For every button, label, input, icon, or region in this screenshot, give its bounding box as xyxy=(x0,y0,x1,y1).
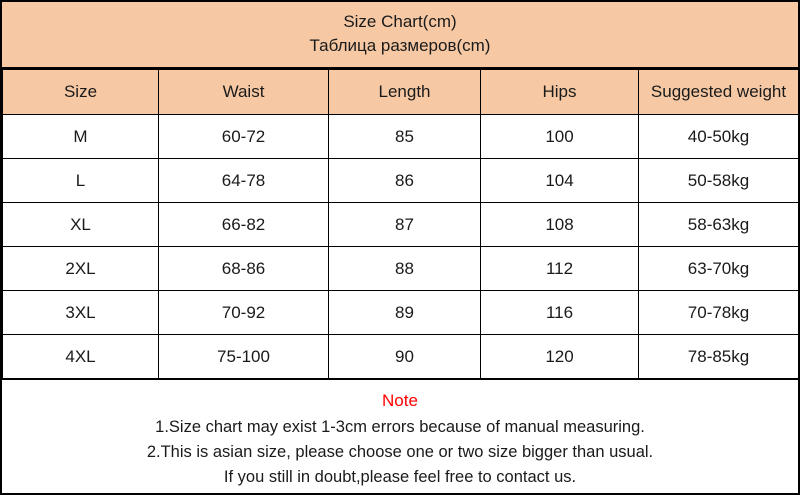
cell-suggested-weight: 58-63kg xyxy=(639,203,799,247)
cell-length: 86 xyxy=(329,159,481,203)
cell-length: 90 xyxy=(329,335,481,379)
cell-size: 2XL xyxy=(3,247,159,291)
table-header-row xyxy=(3,70,799,115)
cell-length: 89 xyxy=(329,291,481,335)
cell-hips: 108 xyxy=(481,203,639,247)
cell-hips: 120 xyxy=(481,335,639,379)
column-header-suggested-weight: Suggested weight xyxy=(639,70,799,115)
cell-hips: 104 xyxy=(481,159,639,203)
column-header-waist: Waist xyxy=(159,70,329,115)
cell-length: 87 xyxy=(329,203,481,247)
cell-waist: 70-92 xyxy=(159,291,329,335)
size-chart-table xyxy=(2,69,799,379)
cell-waist: 64-78 xyxy=(159,159,329,203)
column-header-hips: Hips xyxy=(481,70,639,115)
cell-hips: 112 xyxy=(481,247,639,291)
cell-size: M xyxy=(3,115,159,159)
cell-suggested-weight: 50-58kg xyxy=(639,159,799,203)
note-line-1: 1.Size chart may exist 1-3cm errors because of manual measuring. xyxy=(155,418,645,436)
cell-hips: 116 xyxy=(481,291,639,335)
chart-title-en: Size Chart(cm) xyxy=(343,12,457,31)
column-header-size: Size xyxy=(3,70,159,115)
cell-suggested-weight: 78-85kg xyxy=(639,335,799,379)
cell-waist: 60-72 xyxy=(159,115,329,159)
chart-title-ru: Таблица размеров(cm) xyxy=(309,36,491,55)
column-header-length: Length xyxy=(329,70,481,115)
cell-waist: 68-86 xyxy=(159,247,329,291)
cell-hips: 100 xyxy=(481,115,639,159)
note-line-3: If you still in doubt,please feel free to contact us. xyxy=(223,468,577,486)
table-row xyxy=(3,247,799,291)
table-row xyxy=(3,159,799,203)
table-row xyxy=(3,115,799,159)
cell-length: 85 xyxy=(329,115,481,159)
note-line-2: 2.This is asian size, please choose one or two size bigger than usual. xyxy=(146,443,654,461)
cell-waist: 66-82 xyxy=(159,203,329,247)
cell-size: 4XL xyxy=(3,335,159,379)
cell-suggested-weight: 40-50kg xyxy=(639,115,799,159)
cell-size: L xyxy=(3,159,159,203)
cell-waist: 75-100 xyxy=(159,335,329,379)
note-heading: Note xyxy=(382,391,418,410)
note-block xyxy=(2,379,798,493)
chart-title-block xyxy=(2,2,798,69)
table-row xyxy=(3,335,799,379)
cell-size: XL xyxy=(3,203,159,247)
cell-length: 88 xyxy=(329,247,481,291)
table-row xyxy=(3,203,799,247)
table-row xyxy=(3,291,799,335)
cell-suggested-weight: 63-70kg xyxy=(639,247,799,291)
cell-size: 3XL xyxy=(3,291,159,335)
cell-suggested-weight: 70-78kg xyxy=(639,291,799,335)
